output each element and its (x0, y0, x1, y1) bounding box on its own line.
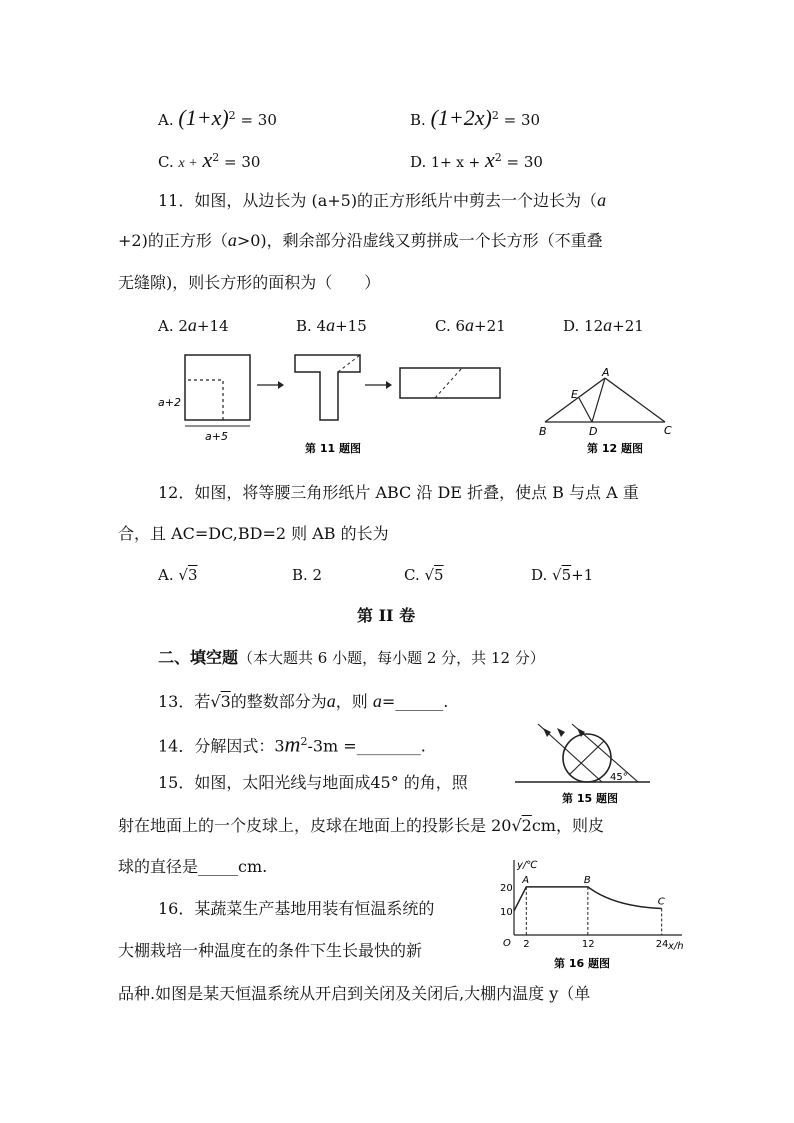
segment-ad (592, 378, 605, 422)
side-label: a+2 (158, 396, 181, 409)
text: 13．若 (158, 692, 211, 711)
q11-option-a (158, 314, 229, 337)
variable: m (284, 731, 301, 757)
origin-label: O (503, 938, 511, 949)
part-title: 第 II 卷 (357, 606, 416, 625)
text: >0)，剩余部分沿虚线又剪拼成一个长方形（不重叠 (236, 231, 603, 250)
text: +21 (474, 317, 506, 335)
expression: x + (178, 156, 198, 171)
q11-line-1 (158, 189, 606, 212)
text: ，则 (335, 692, 373, 711)
radicand: 5 (434, 566, 444, 584)
text: A. 2 (158, 317, 188, 335)
x-tick-12: 12 (581, 939, 595, 950)
section-note: （本大题共 6 小题，每小题 2 分，共 12 分） (238, 649, 545, 667)
q15-line-2: 射在地面上的一个皮球上，皮球在地面上的投影长是 20√2cm，则皮 (118, 816, 604, 835)
variable: x (202, 147, 213, 172)
text: B. 4 (296, 317, 327, 335)
q11-line-2 (118, 229, 603, 252)
q11-figure (150, 350, 530, 460)
variable: a (326, 691, 336, 711)
text: +15 (335, 317, 367, 335)
q10-option-c (158, 147, 260, 175)
radicand: 2 (521, 816, 532, 835)
text: cm，则皮 (531, 816, 604, 835)
exponent: 2 (494, 151, 502, 164)
segment-ed (579, 398, 592, 422)
q12-option-d: D. √5+1 (531, 566, 594, 584)
radicand: 3 (187, 566, 198, 584)
option-label: D. (531, 566, 548, 584)
text: 射在地面上的一个皮球上，皮球在地面上的投影长是 20 (118, 816, 512, 835)
angle-label: 45° (610, 772, 628, 783)
option-label: C. (158, 153, 174, 171)
q11-option-b (296, 314, 367, 337)
variable: a (326, 315, 336, 335)
q16-chart (492, 852, 692, 970)
l-shape (295, 355, 360, 420)
x-tick-24: 24 (655, 939, 669, 950)
section-title: 二、填空题 (158, 648, 239, 667)
arrow-2-head (386, 381, 392, 389)
rhs: = 30 (224, 153, 261, 171)
variable: a (372, 691, 382, 711)
exponent: 2 (300, 735, 308, 748)
text: +21 (612, 317, 644, 335)
q11-option-c (435, 314, 506, 337)
expression: 1+ x + (431, 155, 481, 171)
text: C. 6 (435, 317, 466, 335)
option-label: A. (158, 111, 174, 129)
variable: a (227, 230, 237, 250)
rhs: = 30 (240, 111, 277, 129)
section-heading (158, 647, 545, 669)
expression: (1+x) (178, 105, 229, 130)
answer-blank: =______. (381, 692, 449, 711)
q11-line-3: 无缝隙)，则长方形的面积为（ ） (118, 273, 381, 292)
variable: a (603, 315, 613, 335)
option-label: C. (404, 566, 420, 584)
option-label: A. (158, 566, 174, 584)
exponent: 2 (228, 109, 236, 122)
outer-square (185, 355, 250, 420)
side-ac (605, 378, 665, 422)
q16-line-2: 大棚栽培一种温度在的条件下生长最快的新 (118, 941, 423, 960)
text: 的整数部分为 (230, 692, 327, 711)
y-axis-label: y/℃ (517, 860, 538, 871)
l-cut-line (338, 355, 360, 372)
arrow-1-head (278, 381, 284, 389)
ray-arrow-1 (543, 728, 551, 737)
text: +14 (196, 317, 229, 335)
q12-option-c: C. √5 (404, 566, 444, 584)
rect-cut-line (435, 368, 462, 398)
q15-figure-caption: 第 15 题图 (562, 792, 618, 805)
q12-line-1: 12．如图，将等腰三角形纸片 ABC 沿 DE 折叠，使点 B 与点 A 重 (158, 483, 639, 502)
text: D. 12 (563, 317, 604, 335)
q16-figure-caption: 第 16 题图 (554, 957, 610, 970)
rhs: = 30 (503, 111, 541, 129)
q14 (158, 731, 426, 757)
point-b: B (539, 425, 547, 438)
variable: x (485, 147, 495, 172)
q12-line-2: 合，且 AC=DC,BD=2 则 AB 的长为 (118, 524, 389, 543)
q15-figure (510, 720, 660, 810)
q12-figure-caption: 第 12 题图 (587, 442, 643, 455)
q11-figure-caption: 第 11 题图 (305, 442, 361, 455)
q12-option-a: A. √3 (158, 566, 198, 584)
text: 11．如图，从边长为 (a+5)的正方形纸片中剪去一个边长为（ (158, 191, 598, 210)
q16-line-1: 16．某蔬菜生产基地用装有恒温系统的 (158, 899, 435, 918)
point-label-b: B (583, 874, 591, 886)
q10-option-d (410, 147, 543, 174)
point-c: C (664, 424, 672, 437)
text: 14．分解因式：3 (158, 736, 285, 756)
y-tick-20: 20 (500, 882, 513, 894)
point-a: A (602, 366, 610, 379)
answer-blank: -3m =________. (307, 736, 426, 756)
exponent: 2 (212, 151, 220, 164)
point-label-c: C (657, 896, 665, 908)
q10-option-b (410, 105, 540, 131)
q10-option-a (158, 105, 277, 131)
rhs: = 30 (506, 153, 543, 171)
q13: 13．若√3的整数部分为a，则 a=______. (158, 691, 449, 711)
variable: a (465, 315, 475, 335)
radicand: 5 (561, 566, 572, 584)
point-label-a: A (522, 874, 530, 886)
ball-diameter (569, 741, 604, 775)
y-tick-10: 10 (500, 906, 513, 918)
ray-arrow-2 (557, 728, 565, 737)
radicand: 3 (220, 692, 231, 711)
expression: (1+2x) (430, 105, 492, 130)
text: +2)的正方形（ (118, 231, 228, 250)
point-d: D (589, 425, 598, 438)
q12-option-b: B. 2 (292, 566, 323, 584)
x-axis-label: x/h (668, 941, 684, 952)
variable: a (187, 315, 197, 335)
variable: a (597, 190, 607, 210)
q12-figure (535, 362, 685, 457)
q16-line-3: 品种.如图是某天恒温系统从开启到关闭及关闭后,大棚内温度 y（单 (118, 984, 591, 1003)
x-tick-2: 2 (523, 939, 530, 950)
exponent: 2 (491, 109, 499, 122)
point-e: E (571, 388, 578, 401)
bottom-label: a+5 (205, 430, 228, 443)
rectangle (400, 368, 500, 398)
text: +1 (571, 566, 594, 584)
option-label: B. (410, 111, 426, 129)
q15-line-3: 球的直径是_____cm. (118, 857, 268, 876)
option-label: D. (410, 153, 427, 171)
q11-option-d (563, 314, 644, 337)
q15-line-1: 15．如图，太阳光线与地面成45° 的角，照 (158, 773, 468, 792)
cut-line (188, 380, 223, 420)
